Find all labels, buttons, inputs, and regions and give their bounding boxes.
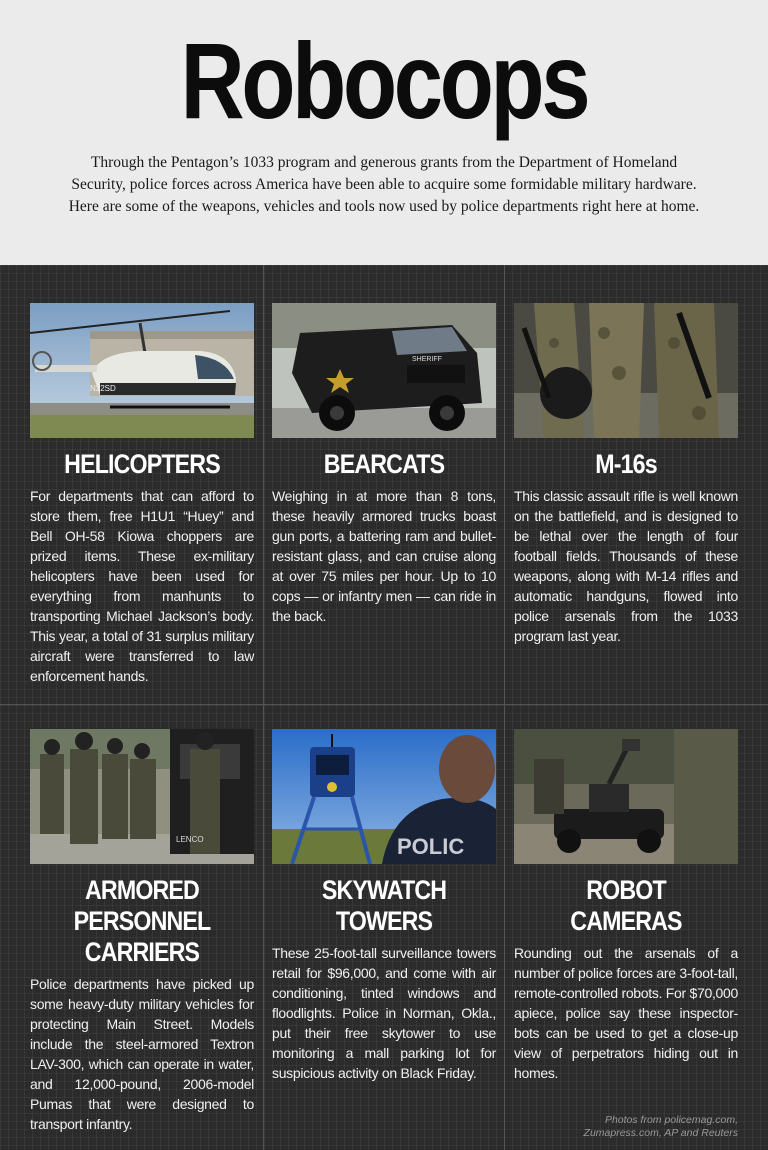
item-heading-line: CAMERAS [570,906,682,936]
item-body: Police departments have picked up some heavy-duty military vehicles for protecting Main Street. Models include the steel-armored Textron LAV-300, which can operate in water, and 12,000-pound, 2006-model Pumas that were designed to transport infantry. [30,976,254,1132]
item-heading [288,875,481,937]
column-divider [504,265,505,1150]
item-armored-personnel-carriers [30,729,254,1134]
item-heading: HELICOPTERS [64,449,220,479]
photo-credit [498,1114,738,1140]
item-body: Rounding out the arsenals of a number of police forces are 3-foot-tall, remote-controlled robots. For $70,000 apiece, police say these inspector-bots can be used to get a close-up view of perpetrators hiding out in homes. [514,945,738,1081]
item-heading-line: ARMORED [85,875,199,905]
helicopter-tail-number: N22SD [90,384,116,393]
column-divider [263,265,264,1150]
item-bearcats [272,303,496,626]
m16-photo [514,303,738,438]
apc-lenco-label: LENCO [176,835,204,844]
robot-photo [514,729,738,864]
item-heading-line: PERSONNEL CARRIERS [73,906,211,967]
bearcat-photo [272,303,496,438]
skywatch-police-label: POLIC [397,834,465,859]
item-heading-line: TOWERS [335,906,433,936]
intro-paragraph: Through the Pentagon’s 1033 program and generous grants from the Department of Homeland Security, police forces across America have been able to acquire some formidable military hardware. Here are some of the weapons, vehicles and tools now used by police departments right here at home. [68,154,700,215]
apc-photo [30,729,254,864]
header [0,0,768,265]
item-body: This classic assault rifle is well known on the battlefield, and is designed to be lethal over the length of four football fields. Thousands of these weapons, along with M-14 rifles and automatic handguns, flowed into police arsenals from the 1033 program last year. [514,488,738,644]
helicopter-photo [30,303,254,438]
item-heading-line: SKYWATCH [321,875,447,905]
bearcat-sheriff-label: SHERIFF [412,356,442,363]
item-heading [530,875,723,937]
item-heading: M-16s [595,449,657,479]
photo-credit-line: Zumapress.com, AP and Reuters [583,1127,738,1139]
skywatch-photo [272,729,496,864]
item-skywatch-towers [272,729,496,1083]
page-title: Robocops [180,20,588,141]
item-body: Weighing in at more than 8 tons, these heavily armored trucks boast gun ports, a battering ram and bullet-resistant glass, and can cruise along at over 75 miles per hour. Up to 10 cops — or infantry men — can ride in the back. [272,488,496,624]
item-heading: BEARCATS [323,449,445,479]
item-body: These 25-foot-tall surveillance towers retail for $96,000, and come with air conditioning, tinted windows and floodlights. Police in Norman, Okla., put their free skytower to use monitoring a mall parking lot for suspicious activity on Black Friday. [272,945,496,1081]
item-m16s [514,303,738,646]
item-heading [46,875,239,968]
item-helicopters [30,303,254,686]
photo-credit-line: Photos from policemag.com, [604,1114,738,1126]
row-divider [0,704,768,705]
item-robot-cameras [514,729,738,1083]
item-body: For departments that can afford to store them, free H1U1 “Huey” and Bell OH-58 Kiowa choppers are prized items. These ex-military helicopters have been used for everything from manhunts to transporting Michael Jackson’s body. This year, a total of 31 surplus military aircraft were transferred to law enforcement hands. [30,488,254,684]
item-heading-line: ROBOT [586,875,666,905]
